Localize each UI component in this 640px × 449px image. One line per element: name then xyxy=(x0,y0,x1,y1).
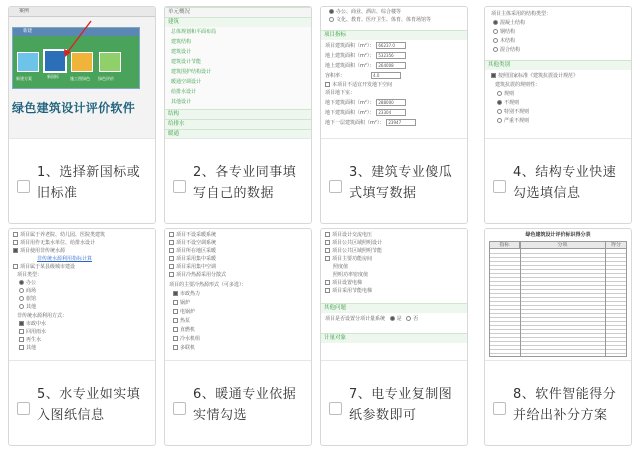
checkbox-icon xyxy=(169,272,174,277)
radio-icon xyxy=(329,17,334,22)
checkbox-label: 项目所在地区采暖 xyxy=(176,248,217,254)
radio-option[interactable] xyxy=(9,287,155,295)
checkbox-label: 锅炉 xyxy=(180,300,191,306)
checkbox-label: 直燃机 xyxy=(180,327,196,333)
step-card-7 xyxy=(320,228,468,446)
radio-label: 不规则 xyxy=(504,100,520,106)
number-input[interactable]: 264008 xyxy=(376,62,406,69)
checkbox-icon xyxy=(325,82,330,87)
field-row xyxy=(321,117,467,127)
radio-icon[interactable] xyxy=(390,316,395,321)
select-checkbox[interactable] xyxy=(17,180,30,193)
checkbox-option[interactable] xyxy=(321,80,467,89)
radio-label: 木结构 xyxy=(500,38,516,44)
screenshot-step-3 xyxy=(321,7,467,139)
checkbox-option[interactable] xyxy=(9,328,155,336)
checkbox-label: 项目不设采暖系统 xyxy=(176,232,217,238)
window-title: 案例 xyxy=(19,8,30,14)
checkbox-label: 市政热力 xyxy=(180,291,201,297)
caption-area xyxy=(9,140,155,224)
caption: 8、软件智能得分并给出补分方案 xyxy=(513,387,617,423)
checkbox-option[interactable] xyxy=(165,239,311,247)
number-input[interactable]: 532356 xyxy=(376,52,406,59)
radio-option[interactable] xyxy=(485,116,631,125)
radio-label: 旅馆 xyxy=(26,296,37,302)
checkbox-icon xyxy=(169,240,174,245)
radio-label: 否 xyxy=(413,316,419,322)
step-card-1 xyxy=(8,6,156,224)
step-card-4 xyxy=(484,6,632,224)
checkbox-icon xyxy=(325,256,330,261)
table-header-cell: 分项 xyxy=(520,242,606,248)
step-card-5 xyxy=(8,228,156,446)
checkbox-option[interactable] xyxy=(9,344,155,352)
caption-area xyxy=(9,362,155,446)
screenshot-step-7 xyxy=(321,229,467,361)
nontraditional-water-link[interactable]: 非传统水源利用指标计算 xyxy=(37,256,93,262)
checkbox-option[interactable] xyxy=(165,298,311,307)
list-item: 照明功率密度值 xyxy=(333,272,369,278)
caption: 7、电专业复制图纸参数即可 xyxy=(349,387,453,423)
question-label: 建筑抗震的规则性： xyxy=(495,82,541,88)
checkbox-option[interactable] xyxy=(165,343,311,352)
section-header: 项目指标 xyxy=(321,30,467,40)
tile-label: 绿色评价 xyxy=(98,76,114,81)
number-input[interactable]: 288000 xyxy=(376,99,406,106)
checkbox-label: 项目设计交流电压 xyxy=(332,232,373,238)
nav-item[interactable]: 建筑围护结构设计 xyxy=(171,69,212,75)
step-card-6 xyxy=(164,228,312,446)
caption: 1、选择新国标或旧标准 xyxy=(37,165,141,201)
checkbox-icon xyxy=(173,300,178,305)
screenshot-step-4 xyxy=(485,7,631,139)
select-checkbox[interactable] xyxy=(493,402,506,415)
radio-option[interactable] xyxy=(9,295,155,303)
checkbox-label: 电锅炉 xyxy=(180,309,196,315)
radio-label: 商场 xyxy=(26,288,37,294)
checkbox-label: 其他 xyxy=(26,345,37,351)
checkbox-label: 项目公共区域照明设计 xyxy=(332,240,383,246)
checkbox-icon xyxy=(325,232,330,237)
column-divider xyxy=(520,242,521,356)
field-row xyxy=(321,97,467,107)
nav-section[interactable]: 单元概况 xyxy=(165,7,311,17)
radio-label: 严重不规则 xyxy=(504,118,530,124)
nav-item[interactable]: 给排水设计 xyxy=(171,89,197,95)
radio-label: 办公、商业、酒店、综合楼等 xyxy=(336,9,402,15)
question-label: 非传统水源利用方式： xyxy=(17,313,68,319)
field-label: 项目建筑面积（m²）： xyxy=(325,43,375,49)
checkbox-option[interactable] xyxy=(165,316,311,325)
red-arrow xyxy=(9,7,155,139)
checkbox-icon xyxy=(169,248,174,253)
table-header-cell: 得分 xyxy=(610,242,621,248)
checkbox-option[interactable] xyxy=(165,289,311,298)
checkbox-icon xyxy=(173,345,178,350)
checkbox-option[interactable] xyxy=(165,255,311,263)
app-title: 绿色建筑设计评价软件 xyxy=(12,101,136,115)
checkbox-icon xyxy=(491,73,496,78)
checkbox-icon xyxy=(13,232,18,237)
section-header: 其他问题 xyxy=(321,303,467,313)
radio-icon xyxy=(497,109,502,114)
nav-section[interactable]: 给排水 xyxy=(165,119,311,129)
nav-section[interactable]: 结构 xyxy=(165,109,311,119)
checkbox-label: 回用雨水 xyxy=(26,329,47,335)
checkbox-option[interactable] xyxy=(165,334,311,343)
radio-icon xyxy=(19,304,24,309)
step-card-3 xyxy=(320,6,468,224)
nav-tree xyxy=(165,7,311,139)
checkbox-icon xyxy=(13,264,18,269)
radio-icon xyxy=(19,280,24,285)
checkbox-label: 冷水机组 xyxy=(180,336,201,342)
checkbox-option[interactable] xyxy=(485,70,631,80)
field-row xyxy=(321,40,467,50)
radio-icon[interactable] xyxy=(406,316,411,321)
field-row xyxy=(321,70,467,80)
radio-option[interactable] xyxy=(9,303,155,311)
tile-label: 新国标 xyxy=(47,74,59,79)
caption-area xyxy=(165,140,311,224)
number-input[interactable]: 66237.0 xyxy=(376,42,406,49)
score-table xyxy=(489,241,627,357)
checkbox-option[interactable] xyxy=(9,247,155,255)
radio-option[interactable] xyxy=(485,45,631,54)
list-item: 照度值 xyxy=(333,264,349,270)
tile-label: 施工图绿色 xyxy=(70,76,90,81)
select-checkbox[interactable] xyxy=(173,180,186,193)
select-checkbox[interactable] xyxy=(493,180,506,193)
nav-item[interactable]: 建筑设计节能 xyxy=(171,59,202,65)
screenshot-step-2 xyxy=(165,7,311,139)
screenshot-step-6 xyxy=(165,229,311,361)
caption: 6、暖通专业依据实情勾选 xyxy=(193,387,297,423)
step-card-2 xyxy=(164,6,312,224)
radio-label: 特别不规则 xyxy=(504,109,530,115)
checkbox-label: 项目使用非传统水源 xyxy=(20,248,66,254)
checkbox-option[interactable] xyxy=(9,336,155,344)
checkbox-option[interactable] xyxy=(321,247,467,255)
caption: 5、水专业如实填入图纸信息 xyxy=(37,387,141,423)
radio-option[interactable] xyxy=(485,89,631,98)
checkbox-option[interactable] xyxy=(165,271,311,279)
metering-question xyxy=(321,313,467,323)
nav-item[interactable]: 暖通空调设计 xyxy=(171,79,202,85)
checkbox-icon xyxy=(325,280,330,285)
checkbox-option[interactable] xyxy=(321,279,467,287)
caption: 2、各专业同事填写自己的数据 xyxy=(193,165,297,201)
checkbox-label: 多联机 xyxy=(180,345,196,351)
radio-option[interactable] xyxy=(9,279,155,287)
checkbox-icon xyxy=(173,327,178,332)
radio-label: 混合结构 xyxy=(500,47,521,53)
radio-option[interactable] xyxy=(485,36,631,45)
dialog-title: 新建 xyxy=(23,29,32,34)
screenshot-step-5 xyxy=(9,229,155,361)
radio-icon xyxy=(19,288,24,293)
checkbox-option[interactable] xyxy=(9,320,155,328)
checkbox-label: 项目设置电梯 xyxy=(332,280,363,286)
radio-icon xyxy=(493,29,498,34)
step-card-8 xyxy=(484,228,632,446)
radio-option[interactable] xyxy=(485,98,631,107)
checkbox-option[interactable] xyxy=(321,287,467,295)
checkbox-option[interactable] xyxy=(321,239,467,247)
checkbox-icon xyxy=(173,336,178,341)
radio-label: 其他 xyxy=(26,304,37,310)
field-row xyxy=(321,107,467,117)
checkbox-label: 项目主要功能房间 xyxy=(332,256,373,262)
checkbox-label: 项目采用集中采暖 xyxy=(176,256,217,262)
radio-icon xyxy=(497,91,502,96)
radio-option[interactable] xyxy=(321,7,467,16)
checkbox-option[interactable] xyxy=(165,263,311,271)
column-divider xyxy=(605,242,606,356)
checkbox-option[interactable] xyxy=(321,229,467,239)
checkbox-icon xyxy=(169,264,174,269)
radio-option[interactable] xyxy=(485,27,631,36)
radio-option[interactable] xyxy=(321,16,467,24)
sub-label: 项目地下室： xyxy=(325,90,356,96)
checkbox-label: 项目属于养老院、幼儿园、医院类建筑 xyxy=(20,232,106,238)
field-row xyxy=(321,60,467,70)
checkbox-icon xyxy=(13,248,18,253)
checkbox-option[interactable] xyxy=(9,239,155,247)
number-input[interactable]: 4.0 xyxy=(371,72,401,79)
caption-area xyxy=(165,362,311,446)
checkbox-icon xyxy=(169,256,174,261)
checkbox-icon xyxy=(13,240,18,245)
radio-option[interactable] xyxy=(485,107,631,116)
checkbox-option[interactable] xyxy=(165,229,311,239)
checkbox-icon xyxy=(173,291,178,296)
checkbox-icon xyxy=(19,329,24,334)
question-label: 项目的主要冷热源形式（可多选）： xyxy=(169,282,247,288)
field-label: 地上建筑面积（m²）： xyxy=(325,63,375,69)
caption-area xyxy=(485,140,631,224)
checkbox-option[interactable] xyxy=(9,263,155,271)
checkbox-icon xyxy=(173,309,178,314)
radio-icon xyxy=(329,9,334,14)
nav-item[interactable]: 总体规划和平面布局 xyxy=(171,29,217,35)
radio-option[interactable] xyxy=(485,18,631,27)
nav-section[interactable]: 建筑 xyxy=(165,17,311,27)
checkbox-icon xyxy=(19,337,24,342)
field-label: 容积率： xyxy=(325,73,346,79)
radio-icon xyxy=(493,38,498,43)
checkbox-label: 项目公共区域照明节能 xyxy=(332,248,383,254)
checkbox-label: 热泵 xyxy=(180,318,191,324)
checkbox-label: 本项目不适宜开发地下空间 xyxy=(332,82,393,88)
tile-label: 新建方案 xyxy=(16,76,32,81)
checkbox-label: 项目不设空调系统 xyxy=(176,240,217,246)
radio-icon xyxy=(19,296,24,301)
section-header: 其他类别 xyxy=(485,60,631,70)
checkbox-label: 项目采用集中空调 xyxy=(176,264,217,270)
checkbox-icon xyxy=(325,240,330,245)
radio-icon xyxy=(497,118,502,123)
section-header: 计量对象 xyxy=(321,333,467,343)
number-input[interactable]: 23304 xyxy=(376,109,406,116)
checkbox-label: 项目冷热源采用分散式 xyxy=(176,272,227,278)
checkbox-icon xyxy=(325,288,330,293)
field-row xyxy=(321,50,467,60)
checkbox-option[interactable] xyxy=(9,229,155,239)
select-checkbox[interactable] xyxy=(329,180,342,193)
nav-section[interactable]: 暖通 xyxy=(165,129,311,139)
checkbox-label: 再生水 xyxy=(26,337,42,343)
caption-area xyxy=(321,140,467,224)
question-label: 项目类型： xyxy=(17,272,43,278)
radio-icon xyxy=(493,20,498,25)
table-header-cell: 指标 xyxy=(490,242,520,248)
caption: 4、结构专业快速勾选填信息 xyxy=(513,165,617,201)
question-label: 项目是否设置分项计量系统 xyxy=(325,316,386,322)
field-label: 地上建筑面积（m²）： xyxy=(325,53,375,59)
checkbox-label: 项目属于某县级城市建设 xyxy=(20,264,76,270)
checkbox-icon xyxy=(325,248,330,253)
checkbox-label: 项目采用节能电梯 xyxy=(332,288,373,294)
checkbox-option[interactable] xyxy=(165,325,311,334)
checkbox-icon xyxy=(173,318,178,323)
checkbox-option[interactable] xyxy=(321,255,467,263)
nav-item[interactable]: 建筑设计 xyxy=(171,49,192,55)
nav-item[interactable]: 建筑结构 xyxy=(171,39,192,45)
radio-label: 办公 xyxy=(26,280,37,286)
checkbox-label: 按照国家标准《建筑抗震设计规范》 xyxy=(498,73,579,79)
number-input[interactable]: 23947 xyxy=(386,119,416,126)
question-label: 项目主体采用的结构类型： xyxy=(491,11,552,17)
caption-area xyxy=(321,362,467,446)
radio-icon xyxy=(493,47,498,52)
radio-label: 是 xyxy=(396,316,402,322)
radio-label: 规则 xyxy=(504,91,515,97)
table-title: 绿色建筑设计评价标识得分表 xyxy=(525,232,591,238)
screenshot-step-8 xyxy=(485,229,631,361)
nav-item[interactable]: 其他设计 xyxy=(171,99,192,105)
select-checkbox[interactable] xyxy=(17,402,30,415)
checkbox-icon xyxy=(169,232,174,237)
radio-label: 文化、教育、医疗卫生、体育、体育场馆等 xyxy=(336,17,432,23)
checkbox-label: 项目用作无集水单位、给排水设计 xyxy=(20,240,96,246)
checkbox-option[interactable] xyxy=(165,247,311,255)
checkbox-option[interactable] xyxy=(165,307,311,316)
caption: 3、建筑专业傻瓜式填写数据 xyxy=(349,165,453,201)
checkbox-icon xyxy=(19,321,24,326)
select-checkbox[interactable] xyxy=(173,402,186,415)
field-label: 地下建筑面积（m²）： xyxy=(325,110,375,116)
checkbox-label: 市政中水 xyxy=(26,321,47,327)
radio-label: 混凝土结构 xyxy=(500,20,526,26)
field-label: 地下一层建筑面积（m²）： xyxy=(325,120,385,126)
field-label: 地下建筑面积（m²）： xyxy=(325,100,375,106)
radio-icon xyxy=(497,100,502,105)
radio-label: 钢结构 xyxy=(500,29,516,35)
select-checkbox[interactable] xyxy=(329,402,342,415)
checkbox-icon xyxy=(19,345,24,350)
screenshot-step-1 xyxy=(9,7,155,139)
caption-area xyxy=(485,362,631,446)
